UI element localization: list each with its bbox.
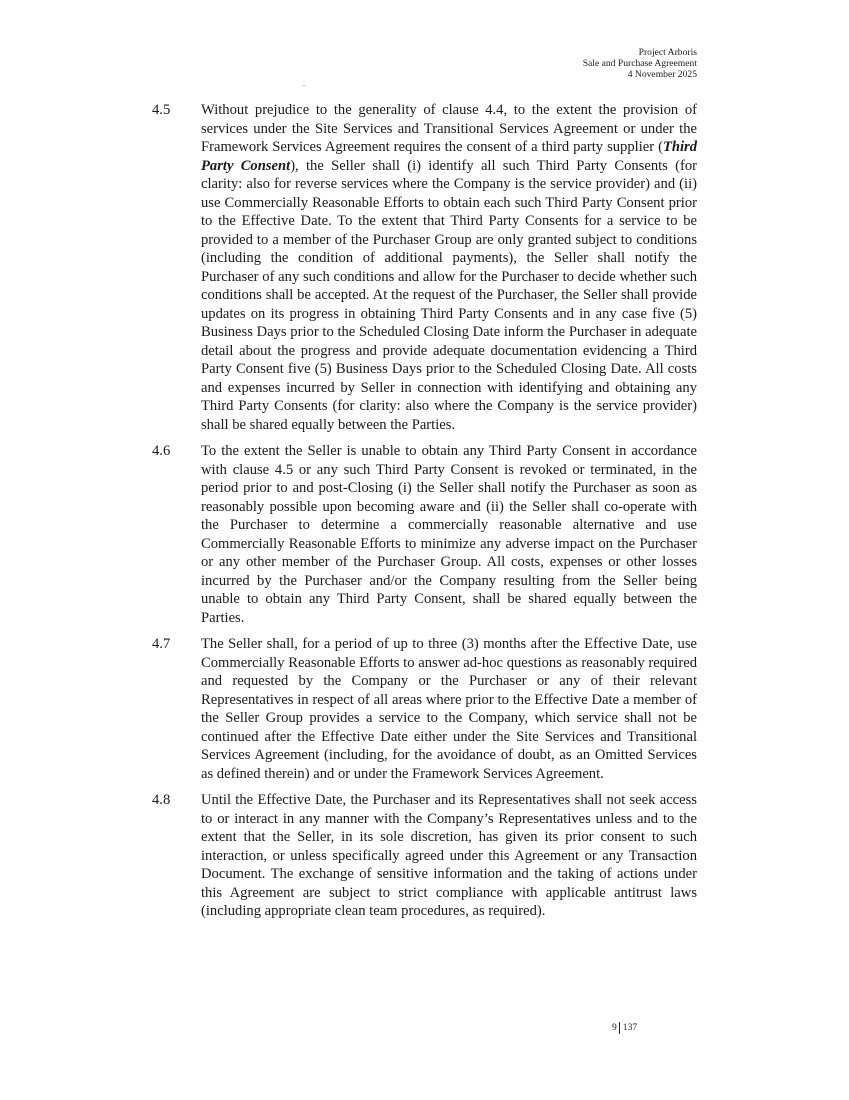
document-header [583, 47, 697, 80]
document-body [0, 101, 849, 929]
defined-term: Third Party Consent [201, 139, 697, 174]
total-page-count: 137 [622, 1022, 638, 1034]
clause-number: 4.6 [152, 443, 171, 459]
clause-4-8 [0, 791, 849, 921]
header-document-date: 4 November 2025 [627, 69, 697, 80]
clause-text-part: Without prejudice to the generality of clause 4.4, to the extent the provision of services under the Site Services and Transitional Services Agreement or under the Framework Services Agreement requires the consent of a third party supplier ( [201, 102, 697, 155]
clause-text [201, 101, 697, 434]
clause-number: 4.8 [152, 792, 171, 808]
clause-text: To the extent the Seller is unable to obtain any Third Party Consent in accordance with clause 4.5 or any such Third Party Consent is revoked or terminated, in the period prior to and post-Closing (i) the Seller shall notify the Purchaser as soon as reasonably possible upon becoming aware and (ii) the Seller shall co-operate with the Purchaser to determine a commercially reasonable alternative and use Commercially Reasonable Efforts to minimize any adverse impact on the Purchaser or any other member of the Purchaser Group. All costs, expenses or other losses incurred by the Purchaser and/or the Company resulting from the Seller being unable to obtain any Third Party Consent, shall be shared equally between the Parties. [201, 443, 697, 626]
clause-4-7 [0, 635, 849, 783]
clause-text-part: ), the Seller shall (i) identify all such Third Party Consents (for clarity: also for reverse services where the Company is the service provider) and (ii) use Commercially Reasonable Efforts to obtain each such Third Party Consent prior to the Effective Date. To the extent that Third Party Consents for a service to be provided to a member of the Purchaser Group are only granted subject to conditions (including the condition of additional payments), the Seller shall notify the Purchaser of any such conditions and allow for the Purchaser to decide whether such conditions shall be accepted. At the request of the Purchaser, the Seller shall provide updates on its progress in obtaining Third Party Consents and in any case five (5) Business Days prior to the Scheduled Closing Date inform the Purchaser in adequate detail about the progress and provide adequate documentation evidencing a Third Party Consent five (5) Business Days prior to the Scheduled Closing Date. All costs and expenses incurred by Seller in connection with identifying and obtaining any Third Party Consents (for clarity: also where the Company is the service provider) shall be shared equally between the Parties. [201, 157, 698, 433]
header-project-name: Project Arboris [638, 47, 697, 58]
clause-text: Until the Effective Date, the Purchaser and its Representatives shall not seek access to or interact in any manner with the Company’s Representatives unless and to the extent that the Seller, in its sole discretion, has given its prior consent to such interaction, or unless specifically agreed under this Agreement or any Transaction Document. The exchange of sensitive information and the taking of actions under this Agreement are subject to strict compliance with applicable antitrust laws (including appropriate clean team procedures, as required). [201, 792, 697, 919]
clause-number: 4.7 [152, 636, 171, 652]
stray-dot-mark: . [303, 79, 305, 88]
current-page-number: 9 [612, 1022, 617, 1034]
clause-text: The Seller shall, for a period of up to three (3) months after the Effective Date, use Commercially Reasonable Efforts to answer ad-hoc questions as reasonably required and requested by the Company or the Purchaser or any of their relevant Representatives in respect of all areas where prior to the Effective Date a member of the Seller Group provides a service to the Company, which service shall not be continued after the Effective Date either under the Site Services and Transitional Services Agreement (including, for the avoidance of doubt, as an Omitted Services as defined therein) and or under the Framework Services Agreement. [201, 636, 697, 782]
clause-number: 4.5 [152, 102, 171, 118]
page-number-footer [612, 1022, 637, 1034]
page-separator [619, 1022, 620, 1034]
clause-4-5 [0, 101, 849, 434]
header-document-title: Sale and Purchase Agreement [582, 58, 697, 69]
clause-4-6 [0, 442, 849, 627]
